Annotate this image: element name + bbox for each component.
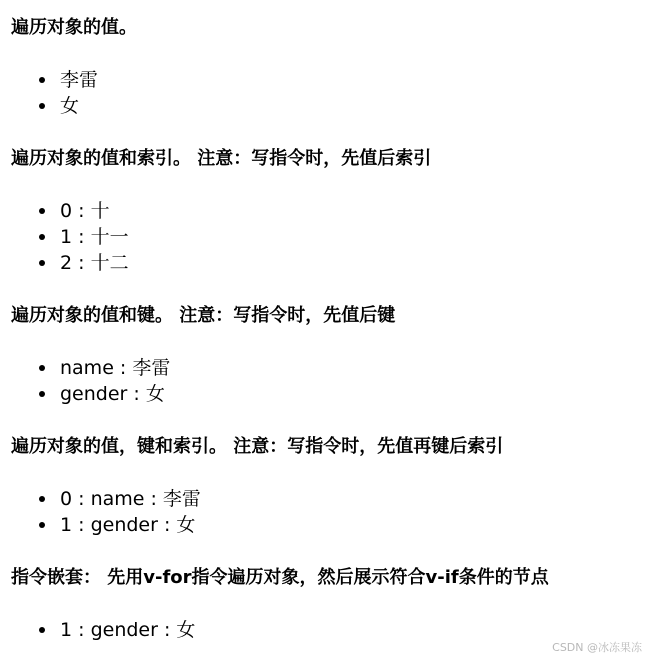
list-values-index: [36, 198, 129, 276]
list-values: [36, 67, 98, 119]
section-heading-values-keys: 遍历对象的值和键。 注意：写指令时，先值后键: [11, 305, 396, 326]
list-item: 0 : name : 李雷: [36, 486, 201, 512]
list-nested-directives: [36, 617, 195, 643]
list-item: 女: [36, 93, 98, 119]
list-item: 0 : 十: [36, 198, 129, 224]
list-item: 1 : gender : 女: [36, 617, 195, 643]
section-heading-nested-directives: 指令嵌套： 先用v-for指令遍历对象，然后展示符合v-if条件的节点: [11, 567, 549, 588]
list-item: 1 : 十一: [36, 224, 129, 250]
list-item: gender : 女: [36, 381, 170, 407]
watermark: CSDN @冰冻果冻: [552, 641, 642, 654]
list-values-keys: [36, 355, 170, 407]
list-item: 2 : 十二: [36, 250, 129, 276]
section-heading-values-index: 遍历对象的值和索引。 注意：写指令时，先值后索引: [11, 148, 432, 169]
section-heading-values-keys-index: 遍历对象的值，键和索引。 注意：写指令时，先值再键后索引: [11, 436, 504, 457]
list-values-keys-index: [36, 486, 201, 538]
list-item: 1 : gender : 女: [36, 512, 201, 538]
list-item: 李雷: [36, 67, 98, 93]
section-heading-values: 遍历对象的值。: [11, 17, 137, 38]
list-item: name : 李雷: [36, 355, 170, 381]
